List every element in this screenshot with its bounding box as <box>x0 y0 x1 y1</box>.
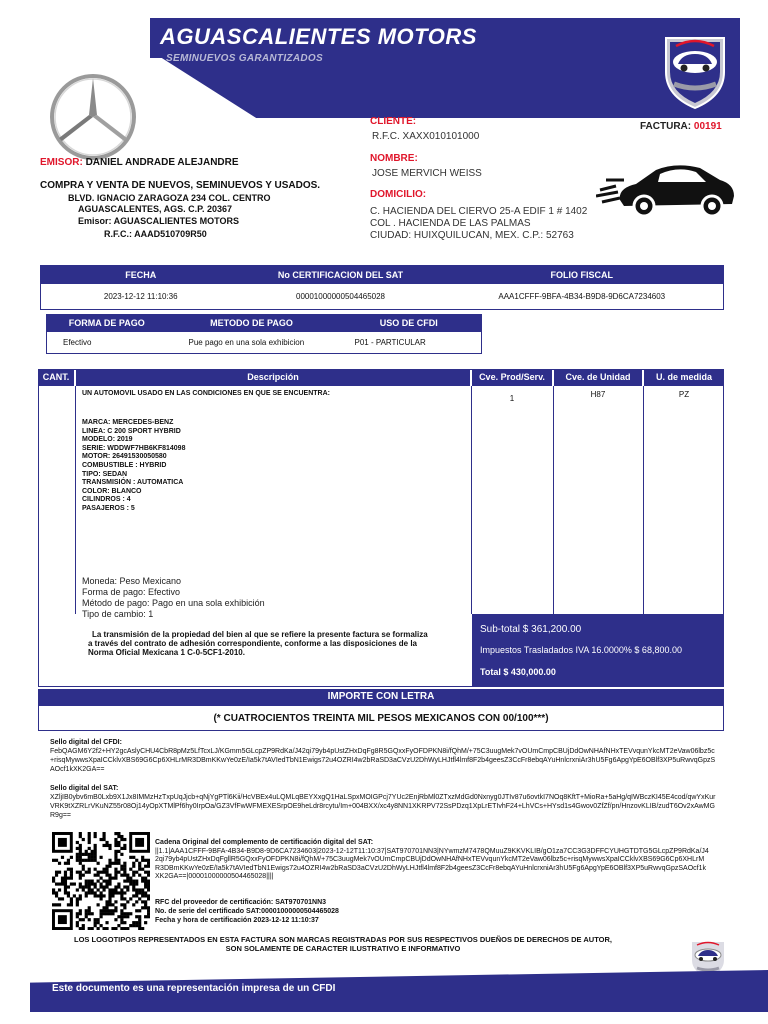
sat-table <box>40 265 724 310</box>
desc-line: MOTOR: 26491530050580 <box>82 453 167 461</box>
company-slogan: SEMINUEVOS GARANTIZADOS <box>166 53 323 64</box>
cliente-rfc: R.F.C. XAXX010101000 <box>372 131 480 142</box>
emisor-line <box>40 157 239 168</box>
disclaimer-line2: SON SOLAMENTE DE CARACTER ILUSTRATIVO E INFORMATIVO <box>225 944 461 953</box>
th-folio: FOLIO FISCAL <box>441 266 724 284</box>
sello-cfdi-label: Sello digital del CFDI: <box>50 739 122 746</box>
desc-line: TIPO: SEDAN <box>82 470 128 478</box>
nombre-label: NOMBRE: <box>370 153 418 164</box>
footer-text: Este documento es una representación impresa de un CFDI <box>52 983 336 994</box>
iva: Impuestos Trasladados IVA 16.0000% $ 68,800.00 <box>480 645 682 655</box>
importe-value: (* CUATROCIENTOS TREINTA MIL PESOS MEXICANOS CON 00/100***) <box>38 705 724 731</box>
desc-line: MODELO: 2019 <box>82 436 133 444</box>
domicilio-line1: C. HACIENDA DEL CIERVO 25-A EDIF 1 # 1402 <box>370 206 588 217</box>
cert-fecha: Fecha y hora de certificación 2023-12-12 11:10:37 <box>155 917 319 924</box>
company-name: AGUASCALIENTES MOTORS <box>160 24 477 49</box>
pay-line: Forma de pago: Efectivo <box>82 587 181 597</box>
th-cve-unidad: Cve. de Unidad <box>554 369 642 386</box>
desc-line: TRANSMISIÓN : AUTOMATICA <box>82 479 184 487</box>
sello-sat-label: Sello digital del SAT: <box>50 785 119 792</box>
th-metodo-pago: METODO DE PAGO <box>167 315 337 332</box>
th-forma-pago: FORMA DE PAGO <box>47 315 167 332</box>
qr-code <box>52 832 150 930</box>
emisor-line3: AGUASCALENTES, AGS. C.P. 20367 <box>78 204 233 214</box>
pago-table <box>46 314 482 354</box>
th-certificacion: No CERTIFICACION DEL SAT <box>241 266 441 284</box>
desc-line: PASAJEROS : 5 <box>82 504 135 512</box>
emisor-rfc: R.F.C.: AAAD510709R50 <box>104 229 207 239</box>
th-cve-prod: Cve. Prod/Serv. <box>472 369 552 386</box>
sello-sat-value: XZljIB0ybv6mB0Lxb9X1Jx8IMMzHzTxpUqJjcb+qNjYgPTl6Kii/HcVBEx4uLQMLqBEYXxgQ1HaLSpxMOIGPcj7YUc2EnjRbMl0ZTxzMdGd0Nxnyg0JTIv87u6ovtkI7NOq8KftT+MioRa+5aHg/qIWBczKI45E4cod/qwYxKurVRK9tXZRLrVKuNZ55r08Oj14yOpXTMlPf6hy0IrpOa/GZ3VfFwWFMEXESrpOE9heLdr8rcytu/Im+004BXX/xc4y8NN1XKRPV72SsPDzq1XpLrETIvhF24+LhVCs+HYsd1s4Gwov0ZfZf/pn/HnzovKLIB/zudT6Ov2xAwMGR9g== <box>50 794 716 819</box>
emisor-label: EMISOR: <box>40 157 83 168</box>
factura-label: FACTURA: <box>640 121 692 132</box>
desc-line: COMBUSTIBLE : HYBRID <box>82 461 167 469</box>
cliente-nombre: JOSE MERVICH WEISS <box>372 168 482 179</box>
factura-value: 00191 <box>693 121 722 132</box>
metodo-pago-value: Pue pago en una sola exhibicion <box>188 337 305 347</box>
cadena-value: ||1.1|AAA1CFFF-9BFA-4B34-B9D8-9D6CA7234603|2023-12-12T11:10:37|SAT970701NN3|NYwmzM7478QMuuZ9KKVKLIB/gO1za7CC3G3DFFCYUHGTDTG5GLcpZP9RdKa/J42qi79yb4pUstZHxDqFgllR5GQxxFyOFDPKN8i/fQhM/+75C3uugMek7vOUmCmpCBUjDdOwNHAfNHxTEVvqunYkcMT2eVaw06lbz5c+risqMywwsXpaICCklvXBS69G6Cp6XHLrMR3DBmKKwYe0zE/Ia5k7tAVIedTbN1Ewigs72u4OZRI4w2bRaSD3aCVzU2DhWyLHJtfl4lmf8F2b4geesZ3CcFr8ebqAYuHnlcrxniAr3hU5Fg6ApgYpE6OBlf3XP5uRwvqGpzSAOcf1kXK2GA==|00001000000504465028|||| <box>155 848 709 881</box>
pay-line: Método de pago: Pago en una sola exhibición <box>82 598 265 608</box>
th-uso-cfdi: USO DE CFDI <box>337 315 482 332</box>
desc-title: UN AUTOMOVIL USADO EN LAS CONDICIONES EN QUE SE ENCUENTRA: <box>82 390 331 397</box>
sello-cfdi-value: FebQAGM6Y2f2+HY2gcAslyCHU4CbR8pMz5LfTcxLJ/KGmm5GLcpZP9RdKa/J42qi79yb4pUstZHxDqFg8R5GQxxFyOFDPKN8i/fQhM/+75C3uugMek7vOUmCmpCBUjDdOwNHAfNHxTEVvqunYkcMT2eVaw06lbz5c+risqMywwsXpaICCklvXBS69G6Cp6XHLrMR3DBmKKwYe0zE/Ia5k7tAVIedTbN1Ewigs72u4OZRI4w2bRaSD3aCVzU2DhWyLHJtfl4lmf8F2b4geesZ3CcFr8ebqAYuHnlcrxniAr3hU5Fg6ApgYpE6OBlf3XP5uRwvqGpzSAOcf1kXK2GA== <box>50 748 716 773</box>
th-descripcion: Descripción <box>76 369 470 386</box>
pay-line: Moneda: Peso Mexicano <box>82 576 182 586</box>
pay-line: Tipo de cambio: 1 <box>82 609 154 619</box>
disclaimer-line1: LOS LOGOTIPOS REPRESENTADOS EN ESTA FACTURA SON MARCAS REGISTRADAS POR SUS RESPECTIVOS DUEÑOS DE DERECHOS DE AUTOR, <box>74 935 612 944</box>
car-silhouette-logo <box>596 150 738 222</box>
uso-cfdi-value: P01 - PARTICULAR <box>354 337 426 347</box>
th-u-medida: U. de medida <box>644 369 724 386</box>
desc-line: LINEA: C 200 SPORT HYBRID <box>82 427 181 435</box>
desc-lines <box>82 419 185 514</box>
certificacion-value: 00001000000504465028 <box>296 291 385 301</box>
legal-text: La transmisión de la propiedad del bien al que se refiere la presente factura se formaliza a través del contrato de adhesión correspondiente, conforme a las disposiciones de la Norma Oficial Mexicana 1 C-0-5CF1-2010. <box>88 630 428 657</box>
desc-line: MARCA: MERCEDES-BENZ <box>82 419 174 426</box>
emisor-line1: COMPRA Y VENTA DE NUEVOS, SEMINUEVOS Y USADOS. <box>40 180 321 191</box>
cliente-label: CLIENTE: <box>370 116 417 127</box>
subtotal: Sub-total $ 361,200.00 <box>480 624 582 635</box>
emisor-name: DANIEL ANDRADE ALEJANDRE <box>85 157 239 168</box>
u-medida-value: PZ <box>678 390 690 399</box>
mercedes-logo <box>48 72 138 162</box>
fecha-value: 2023-12-12 11:10:36 <box>103 291 178 301</box>
forma-pago-value: Efectivo <box>63 337 92 347</box>
th-fecha: FECHA <box>41 266 241 284</box>
emisor-line2: BLVD. IGNACIO ZARAGOZA 234 COL. CENTRO <box>68 193 271 203</box>
factura-number <box>640 121 722 132</box>
cve-prod-value: 1 <box>509 394 515 403</box>
desc-line: SERIE: WDDWF7HB6KF814098 <box>82 444 186 452</box>
importe-label: IMPORTE CON LETRA <box>38 689 724 705</box>
domicilio-line2: COL . HACIENDA DE LAS PALMAS <box>370 218 531 229</box>
desc-line: CILINDROS : 4 <box>82 496 131 504</box>
divider <box>643 386 644 614</box>
pay-lines <box>82 576 265 620</box>
domicilio-line3: CIUDAD: HUIXQUILUCAN, MEX. C.P.: 52763 <box>370 230 574 241</box>
divider <box>471 386 472 614</box>
shield-logo <box>660 32 730 110</box>
total: Total $ 430,000.00 <box>480 667 556 677</box>
folio-value: AAA1CFFF-9BFA-4B34-B9D8-9D6CA7234603 <box>498 291 666 301</box>
emisor-line4: Emisor: AGUASCALIENTES MOTORS <box>78 216 240 226</box>
divider <box>75 386 76 614</box>
cert-rfc: RFC del proveedor de certificación: SAT970701NN3 <box>155 899 327 906</box>
domicilio-label: DOMICILIO: <box>370 189 427 200</box>
desc-line: COLOR: BLANCO <box>82 487 142 495</box>
cadena-title: Cadena Original del complemento de certificación digital del SAT: <box>155 839 374 846</box>
divider <box>553 386 554 614</box>
cert-serie: No. de serie del certificado SAT:00001000000504465028 <box>155 908 339 915</box>
th-cant: CANT. <box>38 369 74 386</box>
cve-unidad-value: H87 <box>590 390 606 399</box>
